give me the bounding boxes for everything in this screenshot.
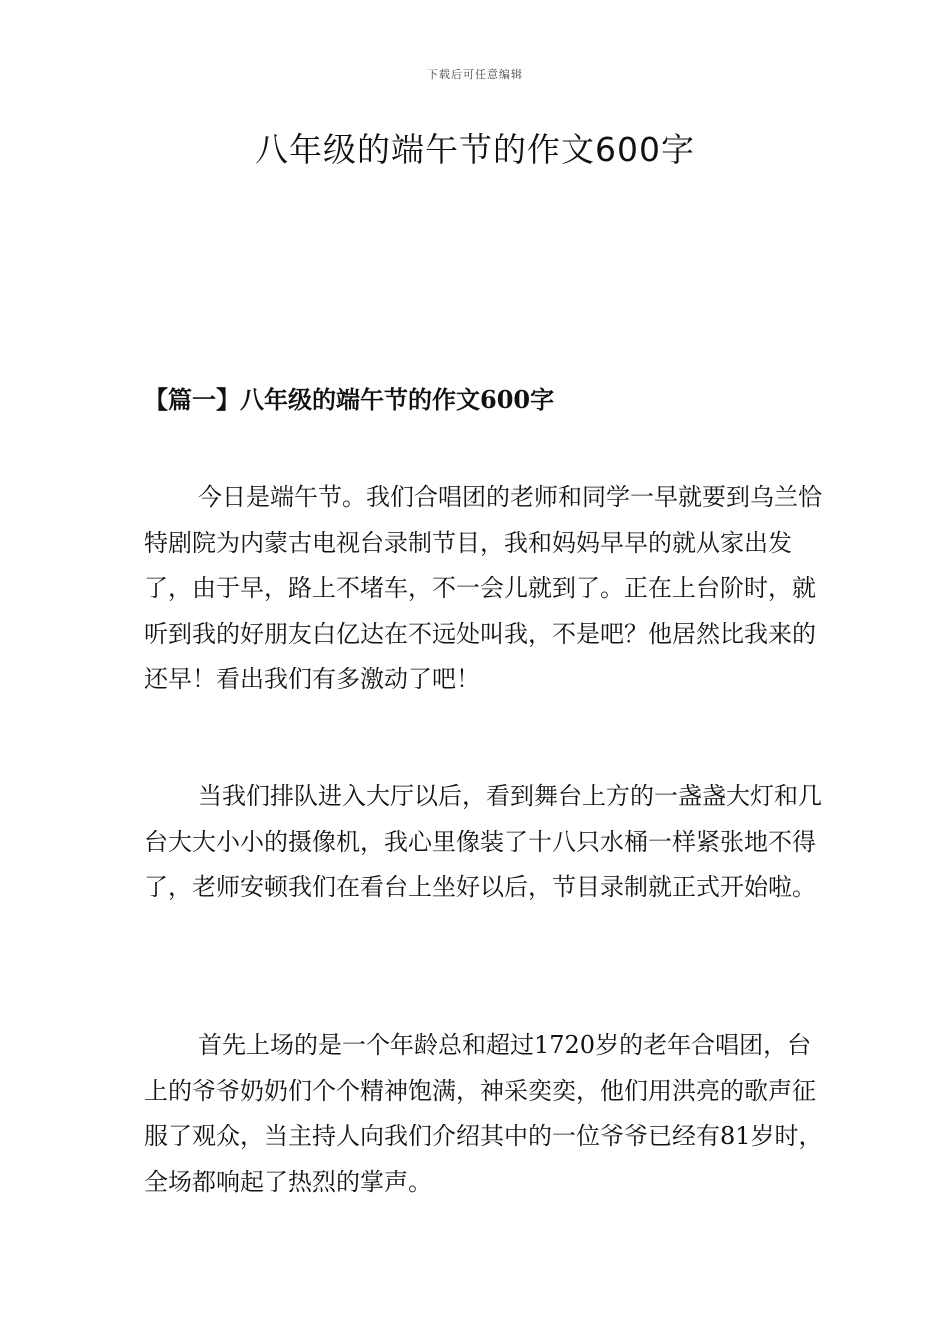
paragraph-3: 首先上场的是一个年龄总和超过1720岁的老年合唱团，台上的爷爷奶奶们个个精神饱满，神采奕奕，他们用洪亮的歌声征服了观众，当主持人向我们介绍其中的一位爷爷已经有81岁时，全场都响起了热烈的掌声。 [144, 1031, 823, 1196]
section-heading: 【篇一】八年级的端午节的作文600字 [144, 385, 555, 414]
watermark-text: 下载后可任意编辑 [427, 68, 523, 81]
page-title: 八年级的端午节的作文600字 [255, 130, 695, 169]
paragraph-2: 当我们排队进入大厅以后，看到舞台上方的一盏盏大灯和几台大大小小的摄像机，我心里像装了十八只水桶一样紧张地不得了，老师安顿我们在看台上坐好以后，节目录制就正式开始啦。 [144, 782, 822, 901]
paragraph-1: 今日是端午节。我们合唱团的老师和同学一早就要到乌兰恰特剧院为内蒙古电视台录制节目，我和妈妈早早的就从家出发了，由于早，路上不堵车，不一会儿就到了。正在上台阶时，就听到我的好朋友白亿达在不远处叫我，不是吧？他居然比我来的还早！看出我们有多激动了吧！ [144, 483, 822, 693]
